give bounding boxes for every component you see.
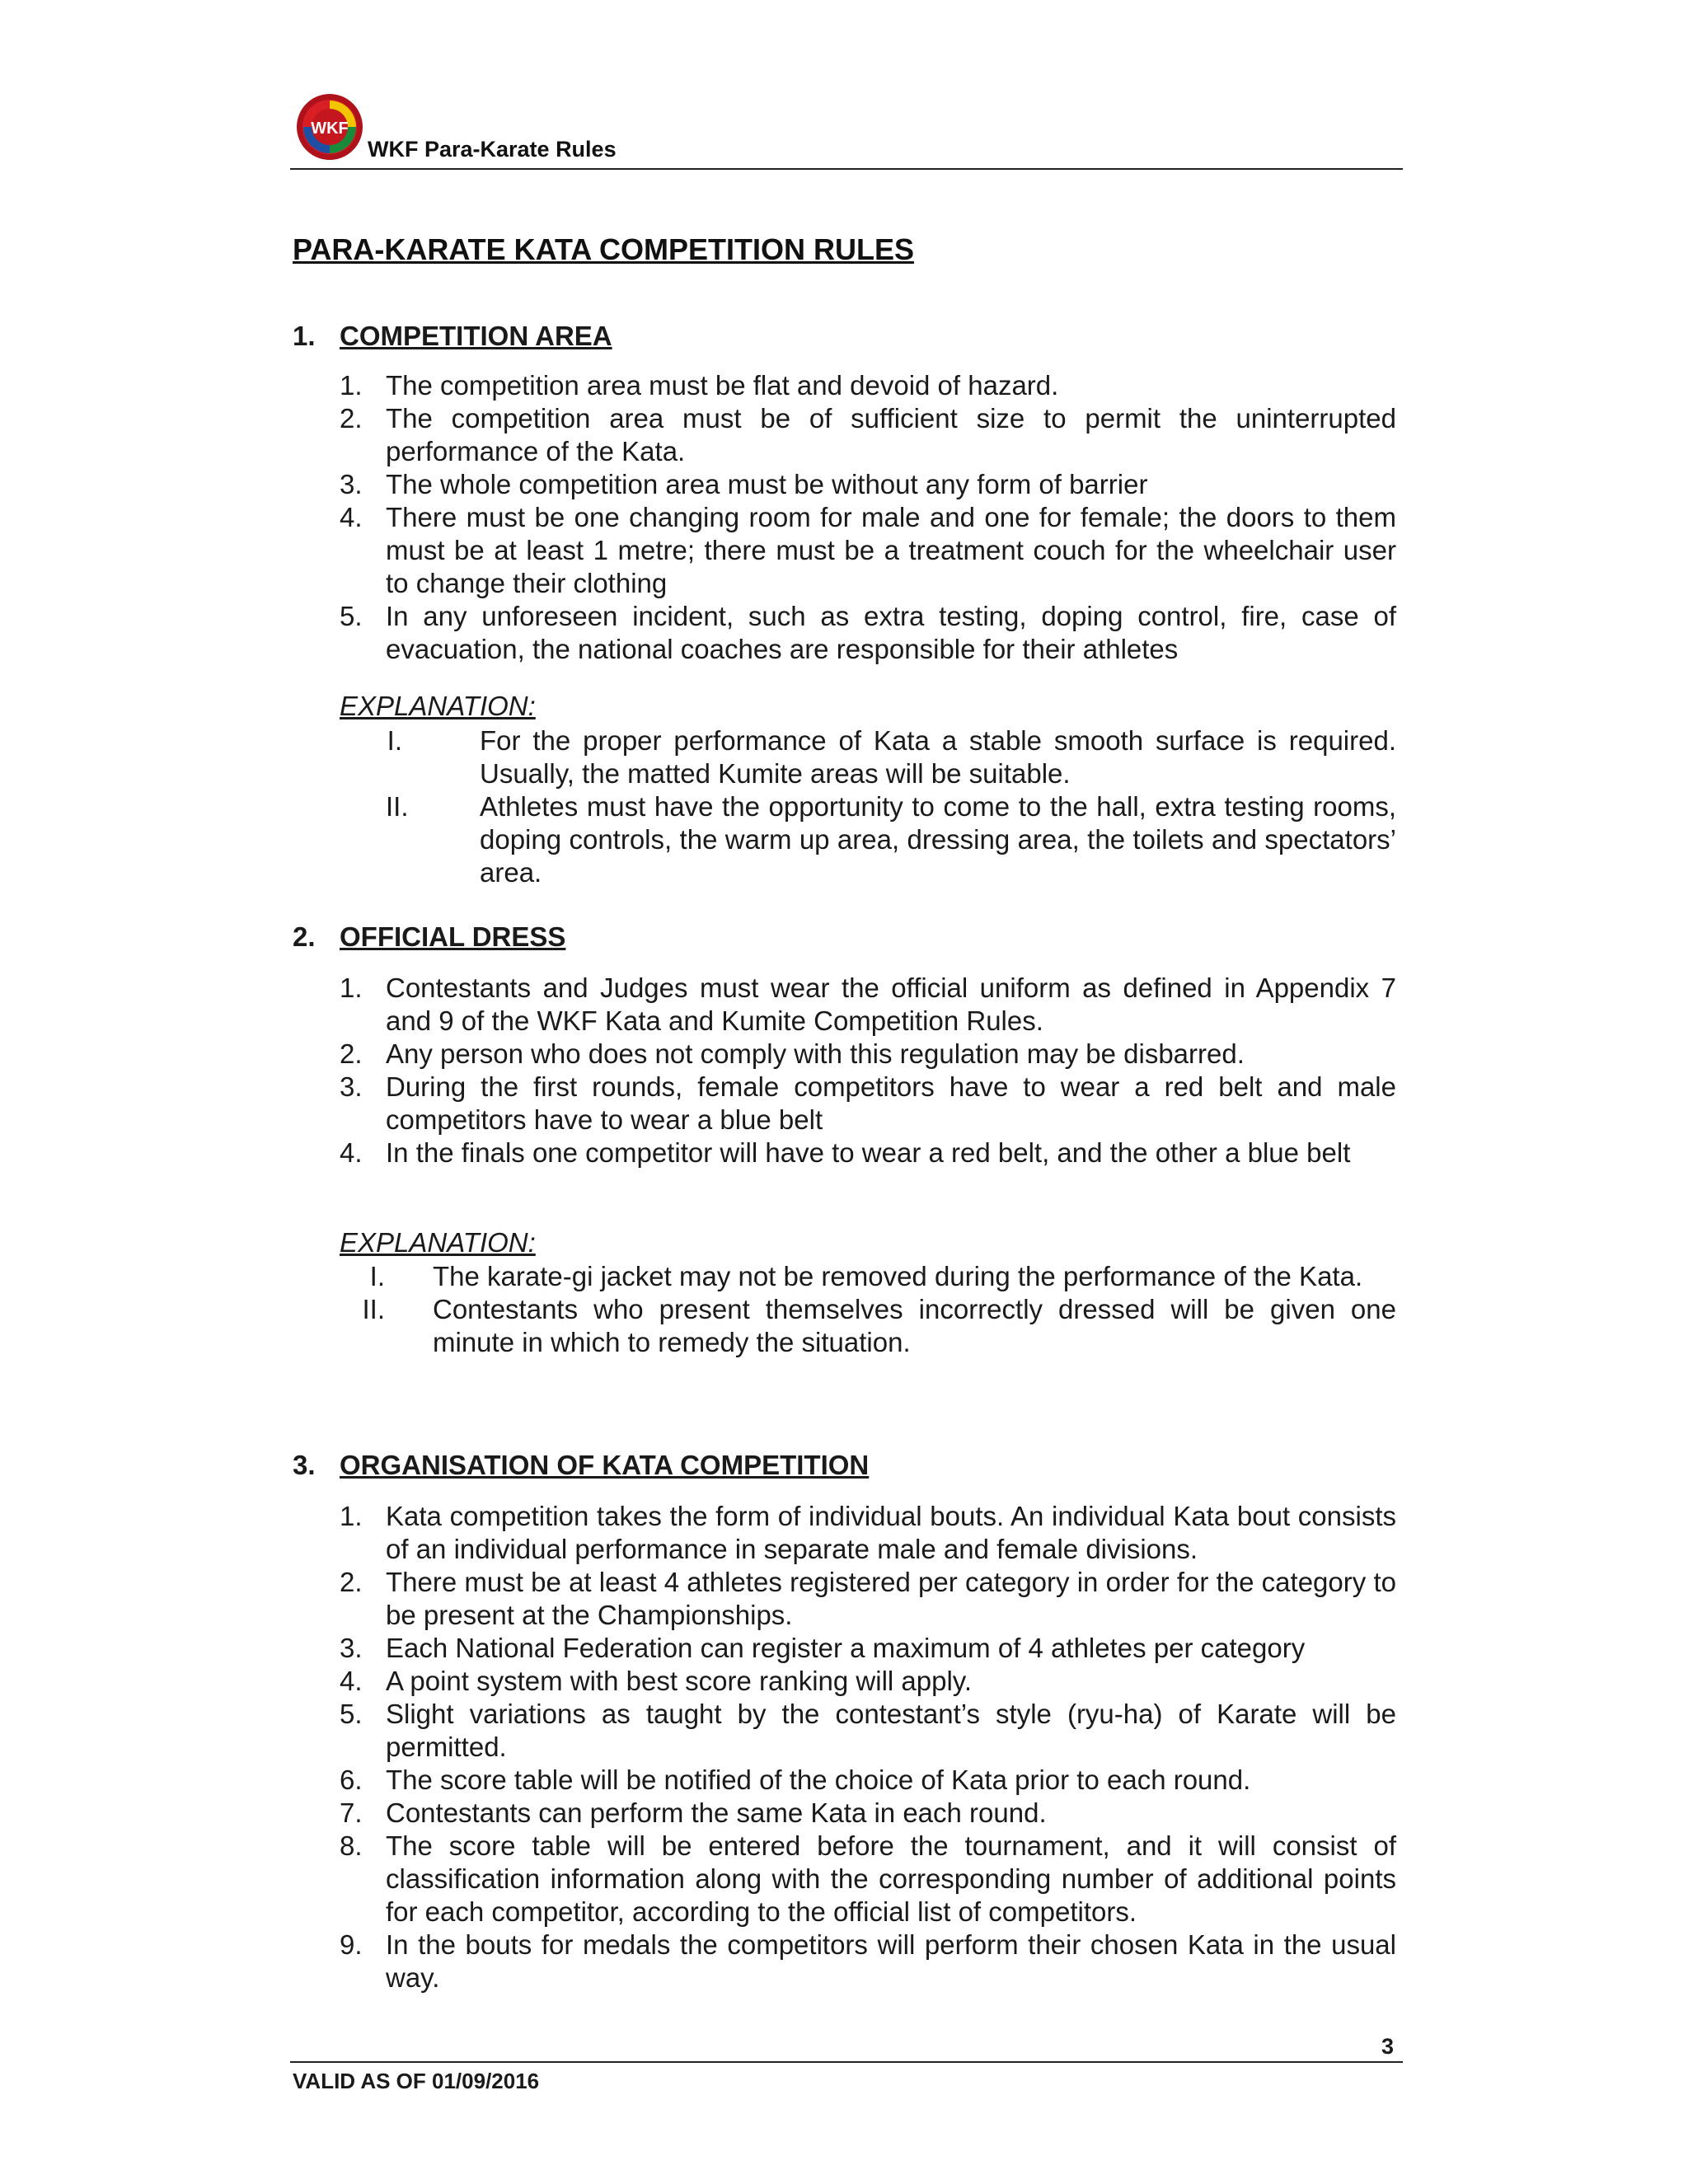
list-item — [340, 1698, 1396, 1764]
item-number: 2. — [340, 403, 363, 434]
section-title: OFFICIAL DRESS — [340, 921, 566, 952]
list-item — [340, 1137, 1396, 1169]
item-text: Athletes must have the opportunity to come to the hall, extra testing rooms, doping controls, the warm up area, dressing area, the toilets and spectators’ area. — [480, 791, 1396, 888]
item-text: The score table will be notified of the choice of Kata prior to each round. — [386, 1765, 1251, 1795]
explanation-item — [386, 790, 1396, 889]
list-item — [340, 402, 1396, 468]
item-number: 2. — [340, 1567, 363, 1597]
item-text: There must be one changing room for male and one for female; the doors to them must be at least 1 metre; there must be a treatment couch for the wheelchair user to change their clothing — [386, 502, 1396, 598]
list-item — [340, 369, 1396, 402]
item-text: The karate-gi jacket may not be removed during the performance of the Kata. — [433, 1261, 1363, 1291]
official-dress-rules — [340, 972, 1396, 1169]
list-item — [340, 1665, 1396, 1698]
item-number: 4. — [340, 502, 363, 532]
explanation-item — [386, 724, 1396, 790]
list-item — [340, 1764, 1396, 1797]
valid-date: VALID AS OF 01/09/2016 — [293, 2069, 540, 2093]
item-text: The score table will be entered before the tournament, and it will consist of classification information along with the corresponding number of additional points for each competitor, according to the official list of competitors. — [386, 1830, 1396, 1927]
official-dress-explanation — [350, 1260, 1396, 1359]
competition-area-rules — [340, 369, 1396, 666]
item-number: 9. — [340, 1929, 363, 1960]
item-text: During the first rounds, female competitors have to wear a red belt and male competitors have to wear a blue belt — [386, 1071, 1396, 1135]
page-title: PARA-KARATE KATA COMPETITION RULES — [293, 232, 914, 266]
section-title: COMPETITION AREA — [340, 321, 612, 351]
item-text: The competition area must be flat and devoid of hazard. — [386, 370, 1059, 401]
section-heading-organisation — [293, 1450, 869, 1481]
page-number: 3 — [1381, 2034, 1395, 2059]
competition-area-explanation — [386, 724, 1396, 889]
explanation-label: EXPLANATION: — [340, 691, 536, 721]
list-item — [340, 1038, 1396, 1071]
item-number: 4. — [340, 1137, 363, 1168]
item-number: 3. — [340, 1071, 363, 1102]
logo-text: WKF — [311, 120, 349, 138]
section-number: 1. — [293, 321, 316, 351]
item-text: Slight variations as taught by the contestant’s style (ryu-ha) of Karate will be permitted. — [386, 1699, 1396, 1762]
header-title: WKF Para-Karate Rules — [368, 137, 617, 162]
section-number: 3. — [293, 1450, 316, 1480]
list-item — [340, 600, 1396, 666]
item-number: 7. — [340, 1797, 363, 1828]
item-text: Kata competition takes the form of individual bouts. An individual Kata bout consists of an individual performance in separate male and female divisions. — [386, 1501, 1396, 1564]
item-number: 3. — [340, 1633, 363, 1663]
item-number: 5. — [340, 1699, 363, 1729]
item-number: 3. — [340, 469, 363, 499]
explanation-item — [350, 1293, 1396, 1359]
item-text: The competition area must be of sufficient size to permit the uninterrupted performance of the Kata. — [386, 403, 1396, 466]
section-heading-competition-area — [293, 321, 612, 352]
list-item — [340, 1566, 1396, 1632]
item-number: 1. — [340, 1501, 363, 1531]
list-item — [340, 1929, 1396, 1994]
item-number: 2. — [340, 1038, 363, 1069]
item-text: For the proper performance of Kata a stable smooth surface is required. Usually, the matted Kumite areas will be suitable. — [480, 725, 1396, 789]
item-text: Each National Federation can register a maximum of 4 athletes per category — [386, 1633, 1306, 1663]
item-number: 6. — [340, 1765, 363, 1795]
item-number: 4. — [340, 1666, 363, 1696]
list-item — [340, 468, 1396, 501]
item-text: Any person who does not comply with this regulation may be disbarred. — [386, 1038, 1245, 1069]
list-item — [340, 1830, 1396, 1929]
list-item — [340, 972, 1396, 1038]
list-item — [340, 1797, 1396, 1830]
section-title: ORGANISATION OF KATA COMPETITION — [340, 1450, 870, 1480]
item-text: In the finals one competitor will have to wear a red belt, and the other a blue belt — [386, 1137, 1351, 1168]
list-item — [340, 1500, 1396, 1566]
item-number: II. — [362, 1294, 385, 1324]
item-text: Contestants can perform the same Kata in each round. — [386, 1797, 1047, 1828]
item-number: 5. — [340, 601, 363, 631]
list-item — [340, 1632, 1396, 1665]
item-number: 1. — [340, 972, 363, 1003]
item-text: The whole competition area must be without any form of barrier — [386, 469, 1148, 499]
item-text: Contestants and Judges must wear the official uniform as defined in Appendix 7 and 9 of the WKF Kata and Kumite Competition Rules. — [386, 972, 1396, 1036]
organisation-rules — [340, 1500, 1396, 1994]
footer-divider — [290, 2061, 1403, 2063]
wkf-logo-icon — [295, 92, 364, 162]
explanation-item — [350, 1260, 1396, 1293]
item-number: 1. — [340, 370, 363, 401]
page-header — [290, 89, 1403, 170]
list-item — [340, 1071, 1396, 1137]
item-number: I. — [387, 725, 402, 756]
item-text: There must be at least 4 athletes registered per category in order for the category to be present at the Championships. — [386, 1567, 1396, 1630]
item-text: In any unforeseen incident, such as extra testing, doping control, fire, case of evacuation, the national coaches are responsible for their athletes — [386, 601, 1396, 664]
item-text: A point system with best score ranking will apply. — [386, 1666, 973, 1696]
section-heading-official-dress — [293, 921, 565, 953]
section-number: 2. — [293, 921, 316, 952]
list-item — [340, 501, 1396, 600]
explanation-label: EXPLANATION: — [340, 1227, 536, 1258]
item-text: In the bouts for medals the competitors will perform their chosen Kata in the usual way. — [386, 1929, 1396, 1993]
item-number: II. — [386, 791, 409, 822]
item-number: 8. — [340, 1830, 363, 1861]
item-text: Contestants who present themselves incorrectly dressed will be given one minute in which to remedy the situation. — [433, 1294, 1396, 1357]
item-number: I. — [369, 1261, 385, 1291]
